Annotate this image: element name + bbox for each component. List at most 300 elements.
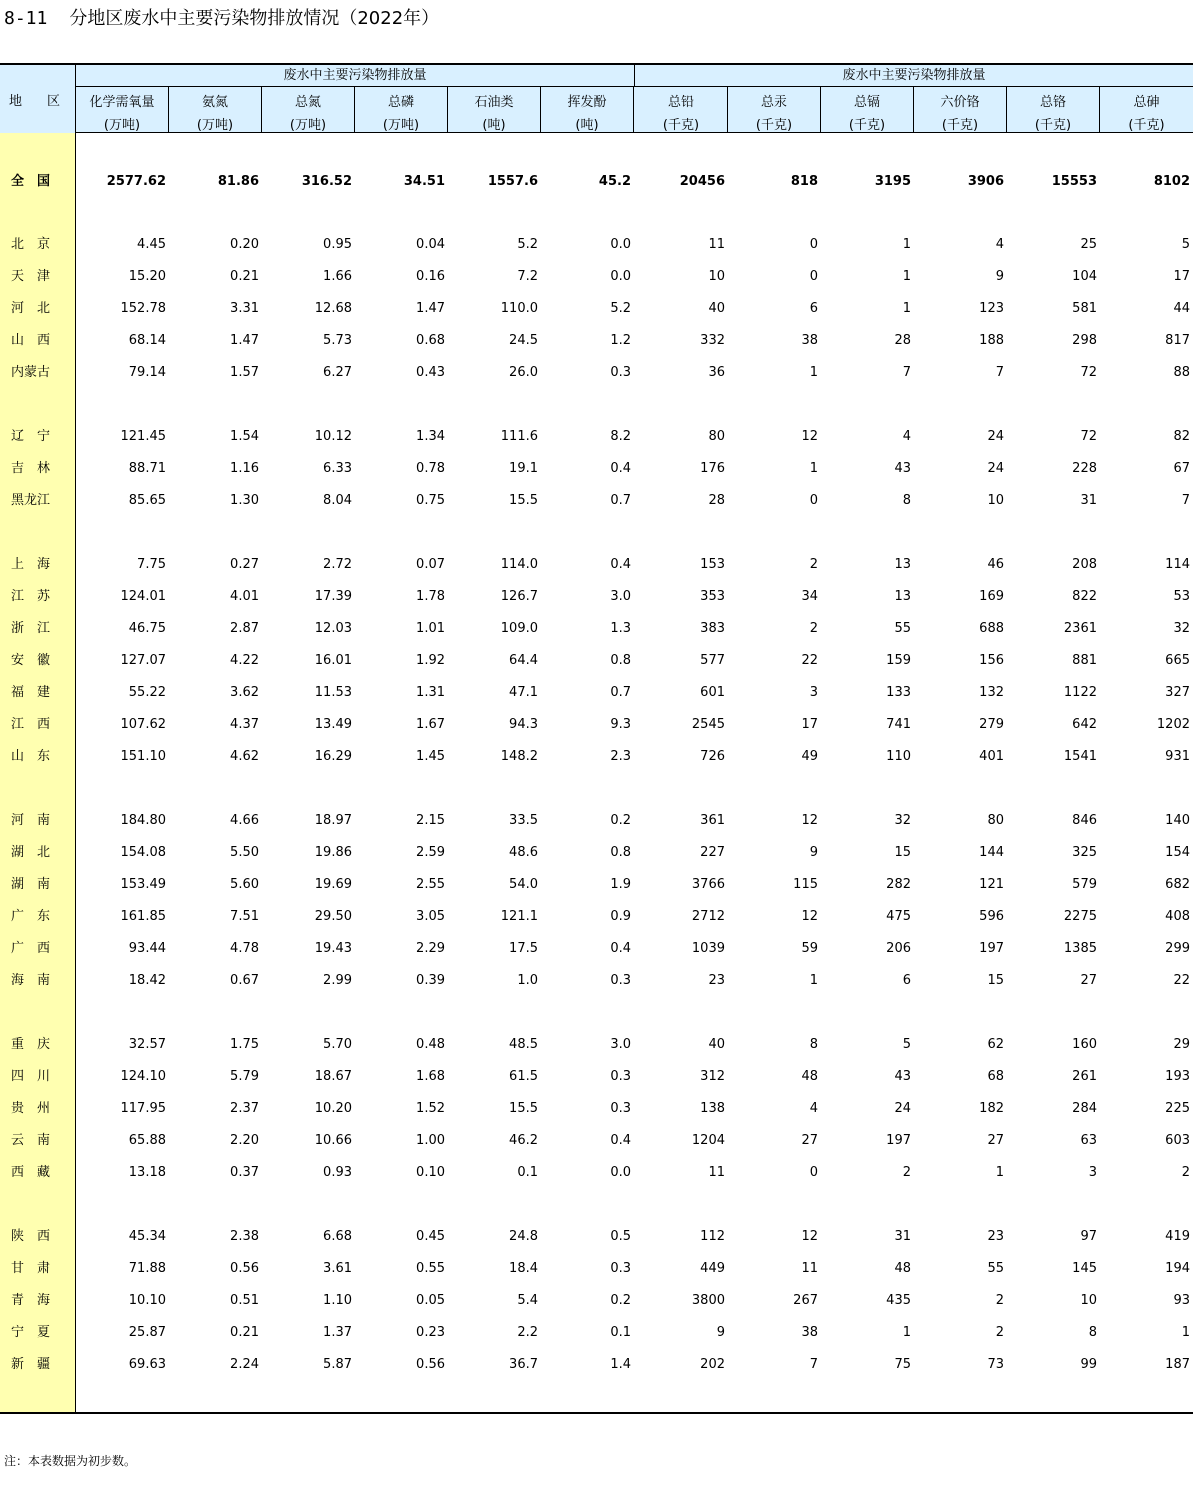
table-cell: 46 <box>987 557 1004 572</box>
table-cell: 65.88 <box>128 1133 166 1148</box>
table-cell: 1.00 <box>416 1133 445 1148</box>
table-cell: 15553 <box>1051 174 1097 189</box>
table-cell: 4.22 <box>230 653 259 668</box>
table-cell: 2 <box>995 1325 1004 1340</box>
column-unit: (千克) <box>941 118 979 133</box>
table-cell: 31 <box>1080 493 1097 508</box>
table-cell: 48.5 <box>509 1037 538 1052</box>
table-row <box>0 1290 1193 1312</box>
table-cell: 67 <box>1173 461 1190 476</box>
table-cell: 1.4 <box>610 1357 631 1372</box>
region-header: 地 区 <box>0 65 76 133</box>
table-cell: 45.2 <box>598 174 631 189</box>
table-cell: 138 <box>700 1101 725 1116</box>
table-cell: 10.20 <box>314 1101 352 1116</box>
table-cell: 0.3 <box>610 973 631 988</box>
table-cell: 3 <box>809 685 818 700</box>
table-cell: 24.8 <box>509 1229 538 1244</box>
table-cell: 2.87 <box>230 621 259 636</box>
table-cell: 44 <box>1173 301 1190 316</box>
table-cell: 93 <box>1173 1293 1190 1308</box>
table-cell: 10.10 <box>128 1293 166 1308</box>
table-cell: 2.29 <box>416 941 445 956</box>
table-cell: 1.78 <box>416 589 445 604</box>
region-name: 湖 北 <box>11 845 51 860</box>
table-cell: 187 <box>1165 1357 1190 1372</box>
table-cell: 80 <box>987 813 1004 828</box>
table-cell: 197 <box>979 941 1004 956</box>
table-cell: 353 <box>700 589 725 604</box>
table-row <box>0 426 1193 448</box>
table-cell: 24 <box>987 429 1004 444</box>
table-cell: 0.8 <box>610 845 631 860</box>
table-cell: 1 <box>1181 1325 1190 1340</box>
table-cell: 19.69 <box>314 877 352 892</box>
table-cell: 0.51 <box>230 1293 259 1308</box>
table-cell: 10 <box>1080 1293 1097 1308</box>
region-name: 辽 宁 <box>11 429 51 444</box>
region-name: 重 庆 <box>11 1037 51 1052</box>
table-number: 8-11 <box>4 8 48 29</box>
table-cell: 8.04 <box>323 493 352 508</box>
table-cell: 153 <box>700 557 725 572</box>
table-cell: 0.68 <box>416 333 445 348</box>
table-cell: 4 <box>809 1101 818 1116</box>
table-cell: 0.7 <box>610 493 631 508</box>
table-cell: 7.2 <box>517 269 538 284</box>
table-cell: 401 <box>979 749 1004 764</box>
table-cell: 0 <box>809 1165 818 1180</box>
table-cell: 1.47 <box>230 333 259 348</box>
table-cell: 104 <box>1072 269 1097 284</box>
table-cell: 261 <box>1072 1069 1097 1084</box>
table-cell: 1 <box>809 973 818 988</box>
table-cell: 18.67 <box>314 1069 352 1084</box>
footnote: 注：本表数据为初步数。 <box>4 1454 137 1468</box>
table-cell: 2545 <box>691 717 725 732</box>
table-cell: 24.5 <box>509 333 538 348</box>
table-cell: 151.10 <box>120 749 166 764</box>
table-cell: 111.6 <box>500 429 538 444</box>
table-cell: 822 <box>1072 589 1097 604</box>
table-cell: 117.95 <box>120 1101 166 1116</box>
table-cell: 1 <box>809 365 818 380</box>
table-cell: 6.68 <box>323 1229 352 1244</box>
table-cell: 63 <box>1080 1133 1097 1148</box>
table-cell: 13.49 <box>314 717 352 732</box>
table-cell: 2.20 <box>230 1133 259 1148</box>
table-cell: 154.08 <box>120 845 166 860</box>
table-row <box>0 586 1193 608</box>
table-cell: 0.4 <box>610 557 631 572</box>
table-cell: 3 <box>1088 1165 1097 1180</box>
table-row <box>0 1034 1193 1056</box>
table-cell: 32 <box>1173 621 1190 636</box>
table-cell: 0.21 <box>230 1325 259 1340</box>
table-cell: 581 <box>1072 301 1097 316</box>
region-name: 江 西 <box>11 717 51 732</box>
table-cell: 29 <box>1173 1037 1190 1052</box>
table-cell: 15 <box>894 845 911 860</box>
table-cell: 3766 <box>691 877 725 892</box>
region-name: 山 西 <box>11 333 51 348</box>
table-cell: 1039 <box>691 941 725 956</box>
table-cell: 2 <box>1181 1165 1190 1180</box>
table-cell: 23 <box>708 973 725 988</box>
table-cell: 4.78 <box>230 941 259 956</box>
table-cell: 5.73 <box>323 333 352 348</box>
table-cell: 28 <box>708 493 725 508</box>
table-cell: 34.51 <box>403 174 445 189</box>
table-cell: 931 <box>1165 749 1190 764</box>
table-cell: 1.0 <box>517 973 538 988</box>
table-cell: 0.43 <box>416 365 445 380</box>
table-cell: 1.16 <box>230 461 259 476</box>
table-cell: 0 <box>809 493 818 508</box>
table-cell: 10.66 <box>314 1133 352 1148</box>
table-cell: 0.7 <box>610 685 631 700</box>
table-cell: 124.01 <box>120 589 166 604</box>
table-row <box>0 842 1193 864</box>
table-cell: 1.2 <box>610 333 631 348</box>
table-cell: 112 <box>700 1229 725 1244</box>
table-cell: 0.37 <box>230 1165 259 1180</box>
table-row <box>0 618 1193 640</box>
table-cell: 85.65 <box>128 493 166 508</box>
table-cell: 25 <box>1080 237 1097 252</box>
table-cell: 1.31 <box>416 685 445 700</box>
table-cell: 2361 <box>1063 621 1097 636</box>
table-cell: 110.0 <box>500 301 538 316</box>
table-cell: 1.3 <box>610 621 631 636</box>
table-row <box>0 682 1193 704</box>
table-cell: 0.3 <box>610 1101 631 1116</box>
table-cell: 26.0 <box>509 365 538 380</box>
region-name: 四 川 <box>11 1069 51 1084</box>
table-cell: 81.86 <box>217 174 259 189</box>
table-cell: 2.24 <box>230 1357 259 1372</box>
region-name: 浙 江 <box>11 621 51 636</box>
table-title: 分地区废水中主要污染物排放情况（2022年） <box>69 8 440 29</box>
table-cell: 0.45 <box>416 1229 445 1244</box>
table-cell: 449 <box>700 1261 725 1276</box>
table-cell: 110 <box>886 749 911 764</box>
table-cell: 11 <box>801 1261 818 1276</box>
table-cell: 8102 <box>1153 174 1190 189</box>
table-cell: 741 <box>886 717 911 732</box>
table-cell: 435 <box>886 1293 911 1308</box>
column-header <box>1007 87 1100 133</box>
column-unit: (千克) <box>755 118 793 133</box>
table-cell: 156 <box>979 653 1004 668</box>
table-cell: 36.7 <box>509 1357 538 1372</box>
table-cell: 279 <box>979 717 1004 732</box>
table-cell: 12 <box>801 813 818 828</box>
table-cell: 1 <box>902 301 911 316</box>
table-cell: 10 <box>987 493 1004 508</box>
table-cell: 18.97 <box>314 813 352 828</box>
table-cell: 2 <box>902 1165 911 1180</box>
table-cell: 1.68 <box>416 1069 445 1084</box>
table-cell: 71.88 <box>128 1261 166 1276</box>
table-cell: 3195 <box>874 174 911 189</box>
column-name: 化学需氧量 <box>89 95 155 110</box>
table-cell: 20456 <box>679 174 725 189</box>
region-name: 海 南 <box>11 973 51 988</box>
table-cell: 15.20 <box>128 269 166 284</box>
table-cell: 184.80 <box>120 813 166 828</box>
table-cell: 88 <box>1173 365 1190 380</box>
table-cell: 3800 <box>691 1293 725 1308</box>
table-cell: 7.75 <box>137 557 166 572</box>
table-cell: 18.4 <box>509 1261 538 1276</box>
table-cell: 361 <box>700 813 725 828</box>
table-row <box>0 458 1193 480</box>
table-cell: 0.78 <box>416 461 445 476</box>
region-name: 西 藏 <box>11 1165 51 1180</box>
table-cell: 68 <box>987 1069 1004 1084</box>
table-row <box>0 938 1193 960</box>
table-cell: 1385 <box>1063 941 1097 956</box>
column-name: 总砷 <box>1133 95 1160 110</box>
table-cell: 64.4 <box>509 653 538 668</box>
column-header <box>914 87 1007 133</box>
table-cell: 1122 <box>1063 685 1097 700</box>
table-cell: 27 <box>1080 973 1097 988</box>
table-cell: 0.16 <box>416 269 445 284</box>
column-unit: (万吨) <box>103 118 141 133</box>
table-cell: 0.8 <box>610 653 631 668</box>
table-cell: 8.2 <box>610 429 631 444</box>
region-name: 江 苏 <box>11 589 51 604</box>
column-unit: (千克) <box>1128 118 1165 133</box>
table-cell: 11.53 <box>314 685 352 700</box>
table-cell: 408 <box>1165 909 1190 924</box>
table-cell: 13 <box>894 589 911 604</box>
column-name: 六价铬 <box>940 95 980 110</box>
table-cell: 55 <box>987 1261 1004 1276</box>
table-cell: 0.75 <box>416 493 445 508</box>
table-cell: 0.93 <box>323 1165 352 1180</box>
table-cell: 726 <box>700 749 725 764</box>
table-cell: 38 <box>801 333 818 348</box>
table-cell: 27 <box>987 1133 1004 1148</box>
table-cell: 127.07 <box>120 653 166 668</box>
table-cell: 8 <box>1088 1325 1097 1340</box>
table-cell: 0.04 <box>416 237 445 252</box>
region-name: 福 建 <box>11 685 51 700</box>
table-row <box>0 362 1193 384</box>
region-name: 天 津 <box>11 269 51 284</box>
region-name: 内蒙古 <box>11 365 51 380</box>
table-cell: 0 <box>809 269 818 284</box>
table-cell: 152.78 <box>120 301 166 316</box>
table-cell: 15.5 <box>509 1101 538 1116</box>
region-name: 河 南 <box>11 813 51 828</box>
table-cell: 31 <box>894 1229 911 1244</box>
table-cell: 2 <box>995 1293 1004 1308</box>
table-cell: 0.3 <box>610 1069 631 1084</box>
table-cell: 1 <box>902 1325 911 1340</box>
table-cell: 19.86 <box>314 845 352 860</box>
table-cell: 25.87 <box>128 1325 166 1340</box>
table-row <box>0 650 1193 672</box>
table-row <box>0 330 1193 352</box>
table-cell: 0.9 <box>610 909 631 924</box>
table-cell: 3.31 <box>230 301 259 316</box>
region-name: 贵 州 <box>11 1101 51 1116</box>
table-cell: 47.1 <box>509 685 538 700</box>
table-cell: 49 <box>801 749 818 764</box>
table-cell: 4.37 <box>230 717 259 732</box>
table-cell: 18.42 <box>128 973 166 988</box>
table-cell: 54.0 <box>509 877 538 892</box>
table-cell: 33.5 <box>509 813 538 828</box>
table-cell: 1.34 <box>416 429 445 444</box>
table-cell: 2.38 <box>230 1229 259 1244</box>
table-cell: 34 <box>801 589 818 604</box>
region-name: 安 徽 <box>11 653 51 668</box>
table-row <box>0 1226 1193 1248</box>
column-header <box>635 87 728 133</box>
table-row <box>0 1322 1193 1344</box>
table-cell: 5.60 <box>230 877 259 892</box>
table-cell: 140 <box>1165 813 1190 828</box>
table-cell: 48 <box>801 1069 818 1084</box>
table-cell: 10 <box>708 269 725 284</box>
table-cell: 19.43 <box>314 941 352 956</box>
table-row <box>0 234 1193 256</box>
table-cell: 16.01 <box>314 653 352 668</box>
column-name: 总镉 <box>853 95 880 110</box>
table-cell: 38 <box>801 1325 818 1340</box>
table-cell: 73 <box>987 1357 1004 1372</box>
table-cell: 10.12 <box>314 429 352 444</box>
table-cell: 2.59 <box>416 845 445 860</box>
table-cell: 159 <box>886 653 911 668</box>
table-cell: 2.2 <box>517 1325 538 1340</box>
table-cell: 1.37 <box>323 1325 352 1340</box>
table-cell: 0.4 <box>610 941 631 956</box>
region-name: 陕 西 <box>11 1229 51 1244</box>
table-cell: 24 <box>987 461 1004 476</box>
table-cell: 6 <box>902 973 911 988</box>
table-cell: 202 <box>700 1357 725 1372</box>
table-cell: 208 <box>1072 557 1097 572</box>
table-cell: 1541 <box>1063 749 1097 764</box>
table-cell: 145 <box>1072 1261 1097 1276</box>
table-cell: 0.07 <box>416 557 445 572</box>
table-cell: 1.9 <box>610 877 631 892</box>
table-cell: 46.2 <box>509 1133 538 1148</box>
table-cell: 22 <box>801 653 818 668</box>
region-name: 广 西 <box>11 941 51 956</box>
table-cell: 148.2 <box>500 749 538 764</box>
table-cell: 72 <box>1080 365 1097 380</box>
table-cell: 475 <box>886 909 911 924</box>
table-cell: 7 <box>809 1357 818 1372</box>
table-cell: 1.45 <box>416 749 445 764</box>
table-cell: 5 <box>902 1037 911 1052</box>
table-cell: 1.30 <box>230 493 259 508</box>
table-cell: 154 <box>1165 845 1190 860</box>
table-cell: 3.0 <box>610 1037 631 1052</box>
table-cell: 0.4 <box>610 1133 631 1148</box>
table-row <box>0 1162 1193 1184</box>
region-name: 山 东 <box>11 749 51 764</box>
table-cell: 5.87 <box>323 1357 352 1372</box>
table-cell: 5.50 <box>230 845 259 860</box>
table-cell: 61.5 <box>509 1069 538 1084</box>
region-name: 广 东 <box>11 909 51 924</box>
table-cell: 2275 <box>1063 909 1097 924</box>
table-cell: 0.2 <box>610 813 631 828</box>
table-cell: 3.0 <box>610 589 631 604</box>
table-cell: 2.3 <box>610 749 631 764</box>
table-cell: 0.27 <box>230 557 259 572</box>
table-cell: 133 <box>886 685 911 700</box>
table-cell: 7 <box>995 365 1004 380</box>
table-cell: 17.39 <box>314 589 352 604</box>
table-cell: 132 <box>979 685 1004 700</box>
table-cell: 227 <box>700 845 725 860</box>
table-cell: 419 <box>1165 1229 1190 1244</box>
table-cell: 43 <box>894 461 911 476</box>
table-cell: 0.3 <box>610 365 631 380</box>
table-cell: 55 <box>894 621 911 636</box>
table-cell: 0.20 <box>230 237 259 252</box>
table-cell: 123 <box>979 301 1004 316</box>
region-name: 青 海 <box>11 1293 51 1308</box>
table-cell: 6 <box>809 301 818 316</box>
table-cell: 0.95 <box>323 237 352 252</box>
region-column <box>0 133 76 1412</box>
table-cell: 188 <box>979 333 1004 348</box>
table-cell: 1.01 <box>416 621 445 636</box>
table-cell: 0.5 <box>610 1229 631 1244</box>
table-row <box>0 490 1193 512</box>
table-header <box>0 63 1193 133</box>
table-cell: 316.52 <box>301 174 352 189</box>
table-cell: 9 <box>809 845 818 860</box>
column-unit: (万吨) <box>289 118 327 133</box>
table-cell: 327 <box>1165 685 1190 700</box>
table-cell: 121.45 <box>120 429 166 444</box>
table-cell: 0.56 <box>416 1357 445 1372</box>
table-cell: 3906 <box>967 174 1004 189</box>
table-cell: 2.55 <box>416 877 445 892</box>
table-row <box>0 1354 1193 1376</box>
table-row <box>0 746 1193 768</box>
table-cell: 2.99 <box>323 973 352 988</box>
table-cell: 577 <box>700 653 725 668</box>
table-row <box>0 1130 1193 1152</box>
table-cell: 5.2 <box>517 237 538 252</box>
table-cell: 27 <box>801 1133 818 1148</box>
table-cell: 8 <box>809 1037 818 1052</box>
table-cell: 22 <box>1173 973 1190 988</box>
table-cell: 197 <box>886 1133 911 1148</box>
table-cell: 0.55 <box>416 1261 445 1276</box>
table-cell: 4 <box>902 429 911 444</box>
table-cell: 193 <box>1165 1069 1190 1084</box>
table-cell: 4.01 <box>230 589 259 604</box>
table-cell: 1.54 <box>230 429 259 444</box>
table-cell: 299 <box>1165 941 1190 956</box>
table-cell: 817 <box>1165 333 1190 348</box>
group-header-left: 废水中主要污染物排放量 <box>76 65 635 87</box>
table-cell: 0.39 <box>416 973 445 988</box>
